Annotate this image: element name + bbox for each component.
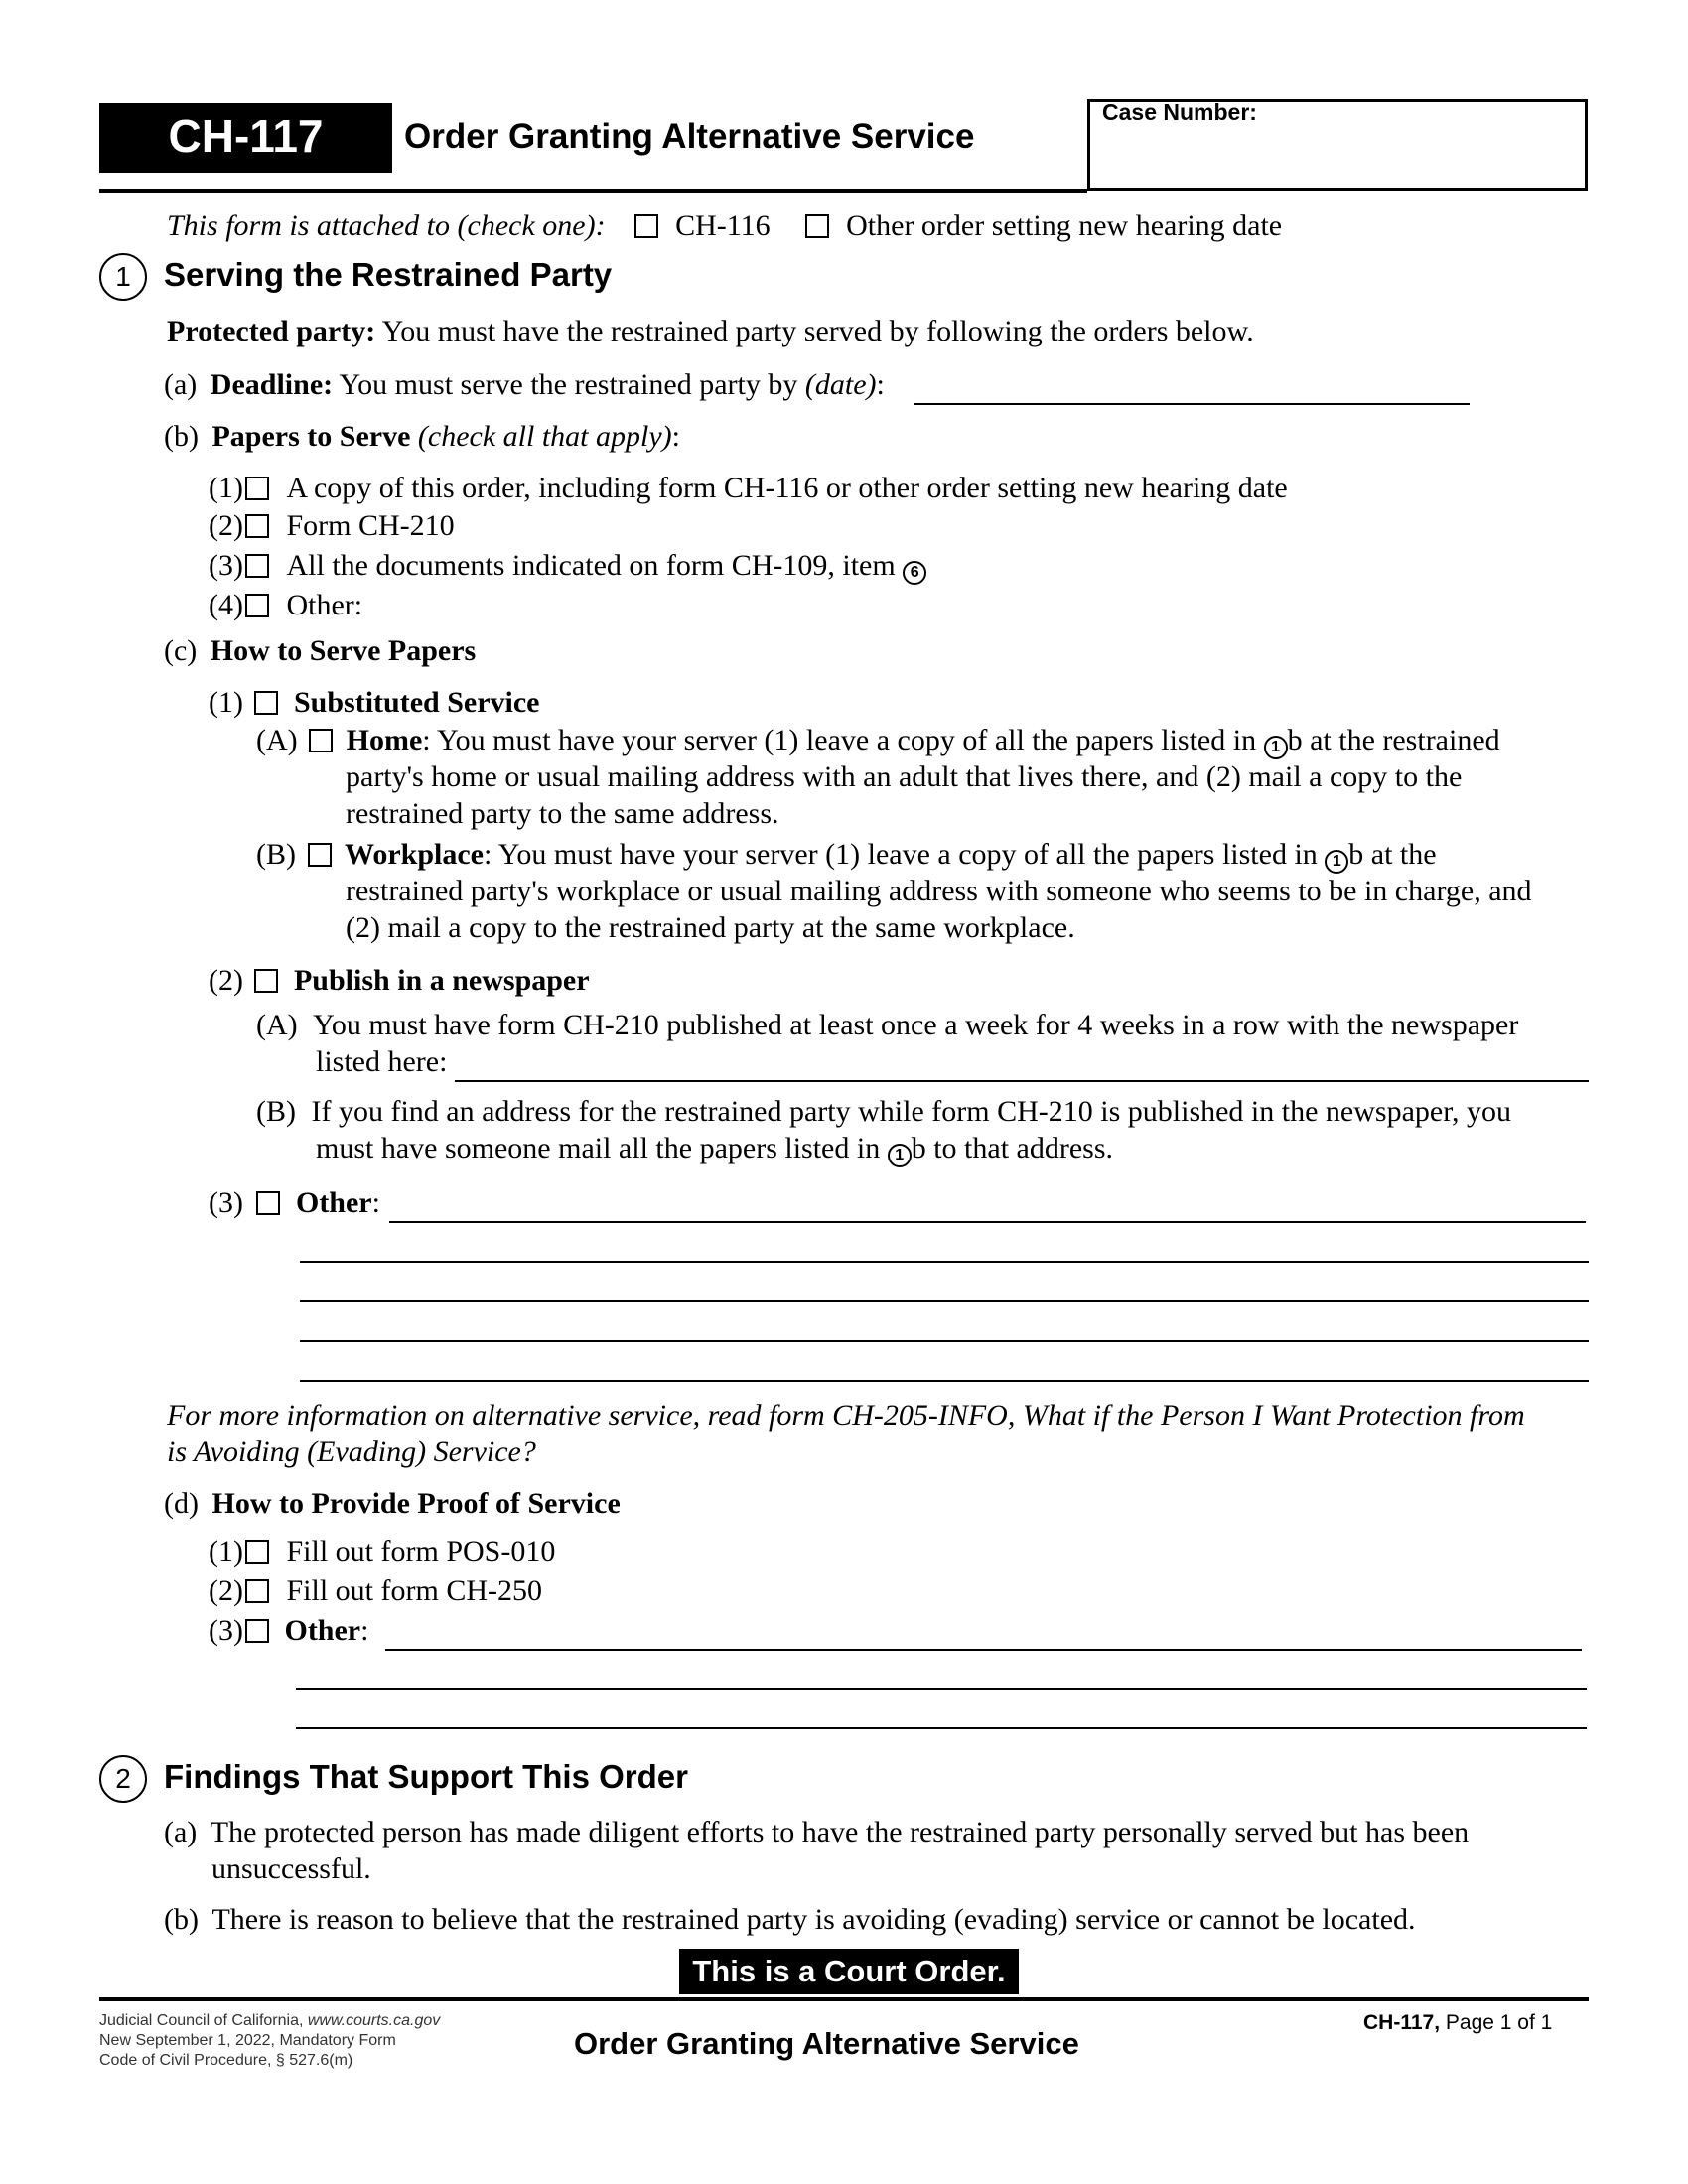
item-b-label: (b) [164, 420, 199, 453]
section-1-ref-icon: 1 [1325, 850, 1348, 874]
proof-item-2-checkbox[interactable] [245, 1579, 269, 1603]
publish-title: Publish in a newspaper [293, 964, 590, 997]
header-rule [99, 189, 1087, 193]
papers-item-3-num: (3) [209, 549, 243, 582]
item-c-label: (c) [164, 634, 198, 667]
finding-a [164, 1815, 1469, 1850]
home-line1b: b at the restrained [1287, 724, 1500, 756]
info-line2: is Avoiding (Evading) Service? [167, 1435, 536, 1468]
finding-b [164, 1902, 1416, 1938]
section-1-number: 1 [99, 253, 147, 301]
item-b-papers [164, 419, 680, 455]
item-a-date-hint: (date) [804, 368, 877, 401]
papers-item-1 [209, 471, 1288, 506]
proof-item-3-text: Other [284, 1614, 361, 1647]
protected-party-intro [167, 314, 1254, 349]
serve-other-line-5 [300, 1380, 1589, 1382]
item-c-how-to-serve [164, 633, 476, 669]
workplace-line2: restrained party's workplace or usual mailing address with someone who seems to be in charge, and [346, 875, 1532, 907]
publish-B-line1: If you find an address for the restrained party while form CH-210 is published in the newspaper, you [311, 1095, 1511, 1128]
papers-item-2 [209, 508, 455, 544]
footer-title: Order Granting Alternative Service [574, 2026, 1079, 2061]
home-checkbox[interactable] [309, 729, 333, 752]
papers-item-2-num: (2) [209, 509, 243, 542]
papers-item-1-checkbox[interactable] [245, 477, 269, 500]
proof-item-1 [209, 1534, 555, 1570]
publish-A-label: (A) [256, 1009, 298, 1041]
publish-num: (2) [209, 964, 243, 997]
serve-other-num: (3) [209, 1186, 243, 1219]
papers-item-3-text: All the documents indicated on form CH-109, item [286, 549, 896, 582]
item-a-title: Deadline: [210, 368, 334, 401]
papers-item-3-checkbox[interactable] [245, 554, 269, 578]
proof-item-3-num: (3) [209, 1614, 243, 1647]
form-id: CH-117 [168, 110, 324, 162]
proof-item-3-checkbox[interactable] [245, 1619, 269, 1643]
item-d-label: (d) [164, 1487, 199, 1520]
papers-item-1-text: A copy of this order, including form CH-116 or other order setting new hearing date [286, 472, 1288, 504]
papers-item-3 [209, 548, 926, 585]
newspaper-underline [455, 1080, 1589, 1082]
footer-left-line3: Code of Civil Procedure, § 527.6(m) [99, 2052, 353, 2069]
serve-other-line-3 [300, 1300, 1589, 1302]
workplace-line3: (2) mail a copy to the restrained party at the same workplace. [346, 911, 1075, 944]
footer-left-line1 [99, 2011, 440, 2031]
section-2-heading: Findings That Support This Order [164, 1758, 688, 1795]
publish-A-line1: You must have form CH-210 published at least once a week for 4 weeks in a row with the newspaper [313, 1009, 1519, 1041]
footer-right [1363, 2011, 1552, 2035]
item-d-proof [164, 1486, 621, 1522]
footer-left [99, 2011, 440, 2071]
footer-left-line2: New September 1, 2022, Mandatory Form [99, 2032, 396, 2049]
item-d-title: How to Provide Proof of Service [211, 1487, 621, 1520]
substituted-service [209, 685, 539, 721]
newspaper-name-field[interactable] [455, 1046, 1593, 1082]
attach-option2: Other order setting new hearing date [846, 209, 1283, 242]
section-1-ref-icon: 1 [1264, 736, 1288, 759]
serve-other-title: Other [295, 1186, 372, 1219]
court-order-banner: This is a Court Order. [679, 1949, 1019, 1994]
item-6-circle-icon: 6 [903, 561, 926, 585]
serve-other-line-4 [300, 1340, 1589, 1342]
deadline-date-field[interactable] [914, 369, 1474, 405]
workplace-title: Workplace [345, 838, 484, 871]
publish-newspaper-checkbox[interactable] [254, 969, 278, 993]
proof-item-3 [209, 1613, 368, 1649]
item-a-text: You must serve the restrained party by [339, 368, 798, 401]
footer-rule [99, 1997, 1589, 2001]
papers-item-1-num: (1) [209, 472, 243, 504]
proof-other-field-1[interactable] [385, 1615, 1586, 1651]
workplace-checkbox[interactable] [308, 843, 332, 867]
papers-item-4-num: (4) [209, 589, 243, 621]
proof-other-line-3 [296, 1727, 1587, 1729]
proof-item-2-num: (2) [209, 1574, 243, 1607]
papers-other-field[interactable] [382, 588, 1568, 623]
item-b-hint: (check all that apply) [417, 420, 672, 453]
serve-other-line-2 [300, 1261, 1589, 1263]
intro-text: You must have the restrained party served by following the orders below. [381, 315, 1254, 347]
footer-form-id: CH-117, [1363, 2011, 1441, 2034]
item-a-label: (a) [164, 368, 198, 401]
publish-A-line2: listed here: [316, 1045, 448, 1078]
papers-item-4-text: Other: [286, 589, 363, 621]
proof-item-1-checkbox[interactable] [245, 1540, 269, 1564]
item-b-colon: : [671, 420, 680, 453]
item-c-title: How to Serve Papers [210, 634, 477, 667]
proof-item-2-text: Fill out form CH-250 [286, 1574, 542, 1607]
serve-other [209, 1185, 380, 1221]
home-label: (A) [256, 724, 298, 756]
substituted-num: (1) [209, 686, 243, 719]
attach-line [167, 208, 1282, 244]
publish-newspaper [209, 963, 590, 999]
section-2-number: 2 [99, 1755, 147, 1803]
home-option [256, 723, 1500, 759]
papers-item-4-checkbox[interactable] [245, 594, 269, 617]
workplace-label: (B) [256, 838, 296, 871]
substituted-title: Substituted Service [293, 686, 540, 719]
publish-B-line2a: must have someone mail all the papers listed in [316, 1132, 881, 1164]
publish-A [256, 1008, 1518, 1043]
footer-website: www.courts.ca.gov [307, 2012, 441, 2029]
info-line1: For more information on alternative service, read form CH-205-INFO, What if the Person I Want Protection from [167, 1399, 1525, 1432]
item-a-colon: : [876, 368, 885, 401]
checkbox-ch116[interactable] [634, 214, 658, 238]
finding-b-label: (b) [164, 1903, 199, 1936]
checkbox-other-order[interactable] [805, 214, 829, 238]
deadline-date-underline [914, 403, 1470, 405]
proof-item-1-text: Fill out form POS-010 [286, 1535, 556, 1568]
home-line2: party's home or usual mailing address with an adult that lives there, and (2) mail a copy to the [346, 760, 1463, 793]
finding-a-label: (a) [164, 1816, 198, 1848]
form-title: Order Granting Alternative Service [404, 117, 975, 156]
proof-item-1-num: (1) [209, 1535, 243, 1568]
finding-a-line1: The protected person has made diligent efforts to have the restrained party personally served but has been [210, 1816, 1470, 1848]
proof-other-line-1 [385, 1649, 1582, 1651]
finding-a-line2: unsuccessful. [211, 1852, 371, 1885]
publish-B-label: (B) [256, 1095, 296, 1128]
item-b-title: Papers to Serve [211, 420, 411, 453]
case-number-label: Case Number: [1102, 99, 1257, 125]
serve-other-colon: : [371, 1186, 380, 1219]
section-1-ref-icon: 1 [888, 1144, 912, 1167]
publish-B-line2b: b to that address. [911, 1132, 1113, 1164]
finding-b-text: There is reason to believe that the restrained party is avoiding (evading) service or cannot be located. [211, 1903, 1416, 1936]
papers-item-2-text: Form CH-210 [286, 509, 455, 542]
papers-item-4 [209, 588, 362, 623]
proof-item-3-colon: : [360, 1614, 369, 1647]
papers-item-2-checkbox[interactable] [245, 514, 269, 538]
case-number-underline [1127, 189, 1549, 191]
workplace-line1b: b at the [1348, 838, 1437, 871]
home-title: Home [346, 724, 423, 756]
attach-option1: CH-116 [675, 209, 771, 242]
publish-B [256, 1094, 1511, 1130]
attach-prefix: This form is attached to (check one): [167, 209, 606, 242]
workplace-line1a: : You must have your server (1) leave a copy of all the papers listed in [484, 838, 1318, 871]
serve-other-checkbox[interactable] [256, 1191, 280, 1215]
section-1-heading: Serving the Restrained Party [164, 256, 613, 293]
home-line3: restrained party to the same address. [346, 797, 779, 830]
footer-publisher: Judicial Council of California, [99, 2012, 308, 2029]
serve-other-field-1[interactable] [389, 1187, 1590, 1223]
proof-other-line-2 [296, 1688, 1587, 1690]
publish-B-line2 [316, 1131, 1113, 1167]
substituted-service-checkbox[interactable] [254, 691, 278, 715]
case-number-field[interactable] [1102, 139, 1573, 175]
workplace-option [256, 837, 1437, 874]
footer-page: Page 1 of 1 [1445, 2011, 1553, 2034]
intro-bold: Protected party: [167, 315, 376, 347]
home-line1a: : You must have your server (1) leave a copy of all the papers listed in [422, 724, 1257, 756]
proof-item-2 [209, 1573, 542, 1609]
item-a-deadline [164, 367, 885, 403]
serve-other-line-1 [389, 1221, 1586, 1223]
